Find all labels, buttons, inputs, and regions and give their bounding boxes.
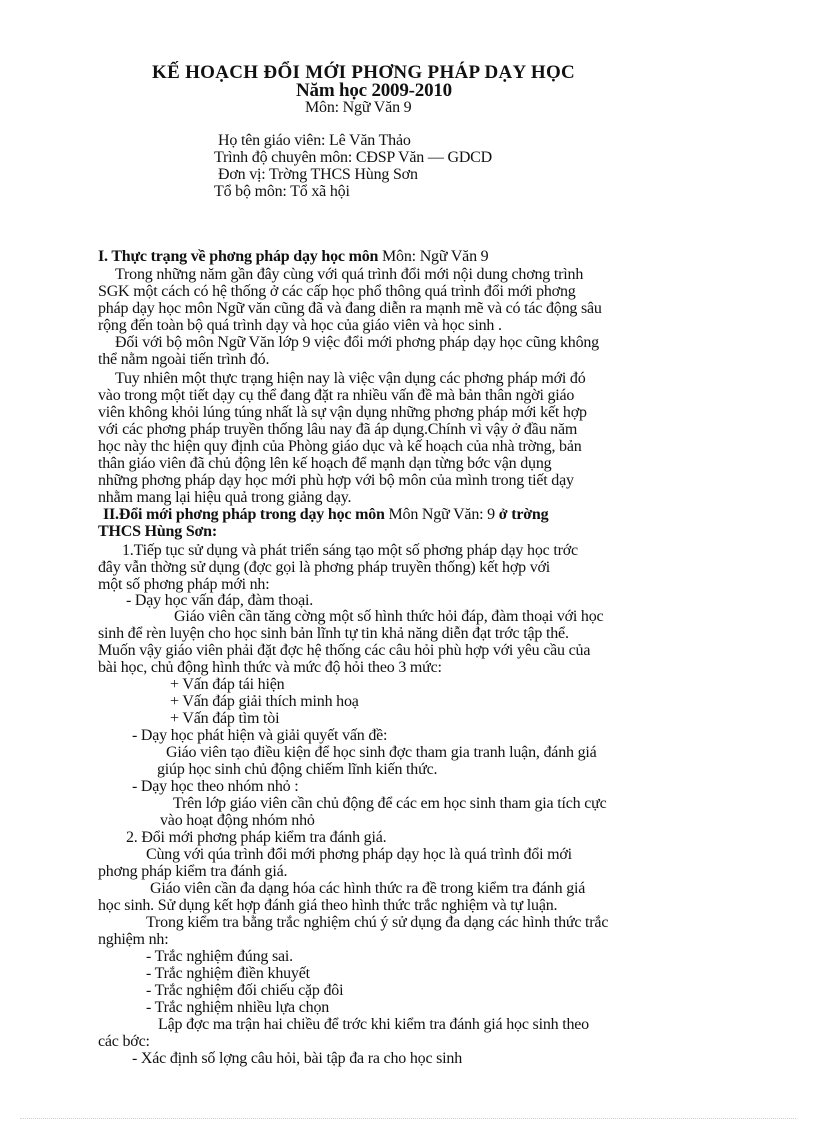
s2-line: - Dạy học phát hiện và giải quyết vấn đề: xyxy=(132,727,388,744)
s2-line: Trên lớp giáo viên cần chủ động để các em học sinh tham gia tích cực xyxy=(173,795,607,812)
s2-line: 1.Tiếp tục sử dụng và phát triển sáng tạo một số phơng pháp dạy học trớc xyxy=(122,542,578,559)
page-bottom-divider xyxy=(20,1118,796,1119)
subject-line: Môn: Ngữ Văn 9 xyxy=(305,99,412,116)
s1-line: học này thc hiện quy định của Phòng giáo dục và kế hoạch của nhà trờng, bản xyxy=(98,438,582,455)
s2-line: đây vẫn thờng sử dụng (đợc gọi là phơng pháp truyền thống) kết hợp với xyxy=(98,559,551,576)
s2-line: học sinh. Sử dụng kết hợp đánh giá theo hình thức trắc nghiệm và tự luận. xyxy=(98,897,558,914)
s1-line: rộng đến toàn bộ quá trình dạy và học của giáo viên và học sinh . xyxy=(98,317,502,334)
s2-line: các bớc: xyxy=(98,1033,150,1050)
teacher-name: Họ tên giáo viên: Lê Văn Thảo xyxy=(218,132,411,149)
s2-line: - Dạy học theo nhóm nhỏ : xyxy=(132,778,299,795)
section-1-heading xyxy=(98,248,489,265)
s2-line: + Vấn đáp tái hiện xyxy=(170,676,285,693)
s1-line: pháp dạy học môn Ngữ văn cũng đã và đang diễn ra mạnh mẽ và có tác động sâu xyxy=(98,300,602,317)
section-1-heading-bold: I. Thực trạng về phơng pháp dạy học môn xyxy=(98,248,379,265)
s2-line: + Vấn đáp tìm tòi xyxy=(170,710,280,727)
section-2-heading xyxy=(103,506,548,523)
s1-line: thể nằm ngoài tiến trình đó. xyxy=(98,351,270,368)
section-2-heading-subject: Môn Ngữ Văn: 9 xyxy=(384,506,499,523)
school-year: Năm học 2009-2010 xyxy=(296,80,452,101)
s1-line: Trong những năm gần đây cùng với quá trình đổi mới nội dung chơng trình xyxy=(115,266,584,283)
s2-line: - Trắc nghiệm nhiều lựa chọn xyxy=(146,999,330,1016)
s2-line: vào hoạt động nhóm nhỏ xyxy=(160,812,315,829)
teacher-department: Tổ bộ môn: Tổ xã hội xyxy=(214,183,350,200)
s2-line: Giáo viên cần tăng cờng một số hình thức hỏi đáp, đàm thoại với học xyxy=(174,608,604,625)
s2-line: Muốn vậy giáo viên phải đặt đợc hệ thống các câu hỏi phù hợp với yêu cầu của xyxy=(98,642,591,659)
s2-line: Lập đợc ma trận hai chiều để trớc khi kiểm tra đánh giá học sinh theo xyxy=(158,1016,589,1033)
s1-line: Đối với bộ môn Ngữ Văn lớp 9 việc đổi mới phơng pháp dạy học cũng không xyxy=(115,334,599,351)
s2-line: phơng pháp kiểm tra đánh giá. xyxy=(98,863,288,880)
s2-line: Trong kiểm tra bằng trắc nghiệm chú ý sử dụng đa dạng các hình thức trắc xyxy=(146,914,609,931)
s1-line: thân giáo viên đã chủ động lên kế hoạch để mạnh dạn từng bớc vận dụng xyxy=(98,455,552,472)
s1-line: với các phơng pháp truyền thống lâu nay đã áp dụng.Chính vì vậy ở đầu năm xyxy=(98,421,578,438)
s2-line: Cùng với qúa trình đổi mới phơng pháp dạy học là quá trình đổi mới xyxy=(146,846,572,863)
s2-line: - Xác định số lợng câu hỏi, bài tập đa ra cho học sinh xyxy=(132,1050,463,1067)
s2-line: giúp học sinh chủ động chiếm lĩnh kiến thức. xyxy=(157,761,438,778)
s1-line: viên không khỏi lúng túng nhất là sự vận dụng những phơng pháp mới kết hợp xyxy=(98,404,587,421)
s1-line: Tuy nhiên một thực trạng hiện nay là việc vận dụng các phơng pháp mới đó xyxy=(115,370,586,387)
s2-line: sinh để rèn luyện cho học sinh bản lĩnh tự tin khả năng diễn đạt trớc tập thể. xyxy=(98,625,569,642)
teacher-qualification: Trình độ chuyên môn: CĐSP Văn — GDCD xyxy=(214,149,493,166)
s2-line: Giáo viên tạo điều kiện để học sinh đợc tham gia tranh luận, đánh giá xyxy=(166,744,597,761)
teacher-unit: Đơn vị: Trờng THCS Hùng Sơn xyxy=(218,166,418,183)
s2-line: nghiệm nh: xyxy=(98,931,169,948)
s2-line: một số phơng pháp mới nh: xyxy=(98,576,270,593)
s2-line: - Trắc nghiệm đúng sai. xyxy=(146,948,293,965)
s2-line: - Trắc nghiệm điền khuyết xyxy=(146,965,310,982)
s2-line: - Dạy học vấn đáp, đàm thoại. xyxy=(126,592,314,609)
section-2-heading-bold: II.Đổi mới phơng pháp trong dạy học môn xyxy=(103,506,385,523)
document-title: KẾ HOẠCH ĐỔI MỚI PHƠNG PHÁP DẠY HỌC xyxy=(152,62,576,83)
s2-line: bài học, chủ động hình thức và mức độ hỏi theo 3 mức: xyxy=(98,659,442,676)
section-2-heading-line2: THCS Hùng Sơn: xyxy=(98,523,217,540)
section-2-heading-school: ở trờng xyxy=(498,506,549,523)
s2-line: + Vấn đáp giải thích minh hoạ xyxy=(170,693,359,710)
s2-line: - Trắc nghiệm đối chiếu cặp đôi xyxy=(146,982,344,999)
s2-line: Giáo viên cần đa dạng hóa các hình thức ra đề trong kiểm tra đánh giá xyxy=(150,880,586,897)
s1-line: SGK một cách có hệ thống ở các cấp học phổ thông quá trình đổi mới phơng xyxy=(98,283,576,300)
s2-line: 2. Đổi mới phơng pháp kiểm tra đánh giá. xyxy=(126,829,387,846)
section-1-heading-subject: Môn: Ngữ Văn 9 xyxy=(378,248,489,265)
s1-line: những phơng pháp dạy học mới phù hợp với bộ môn của mình trong tiết dạy xyxy=(98,472,574,489)
s1-line: nhằm mang lại hiệu quả trong giảng dạy. xyxy=(98,489,352,506)
s1-line: vào trong một tiết dạy cụ thể đang đặt ra nhiều vấn đề mà bản thân ngời giáo xyxy=(98,387,575,404)
